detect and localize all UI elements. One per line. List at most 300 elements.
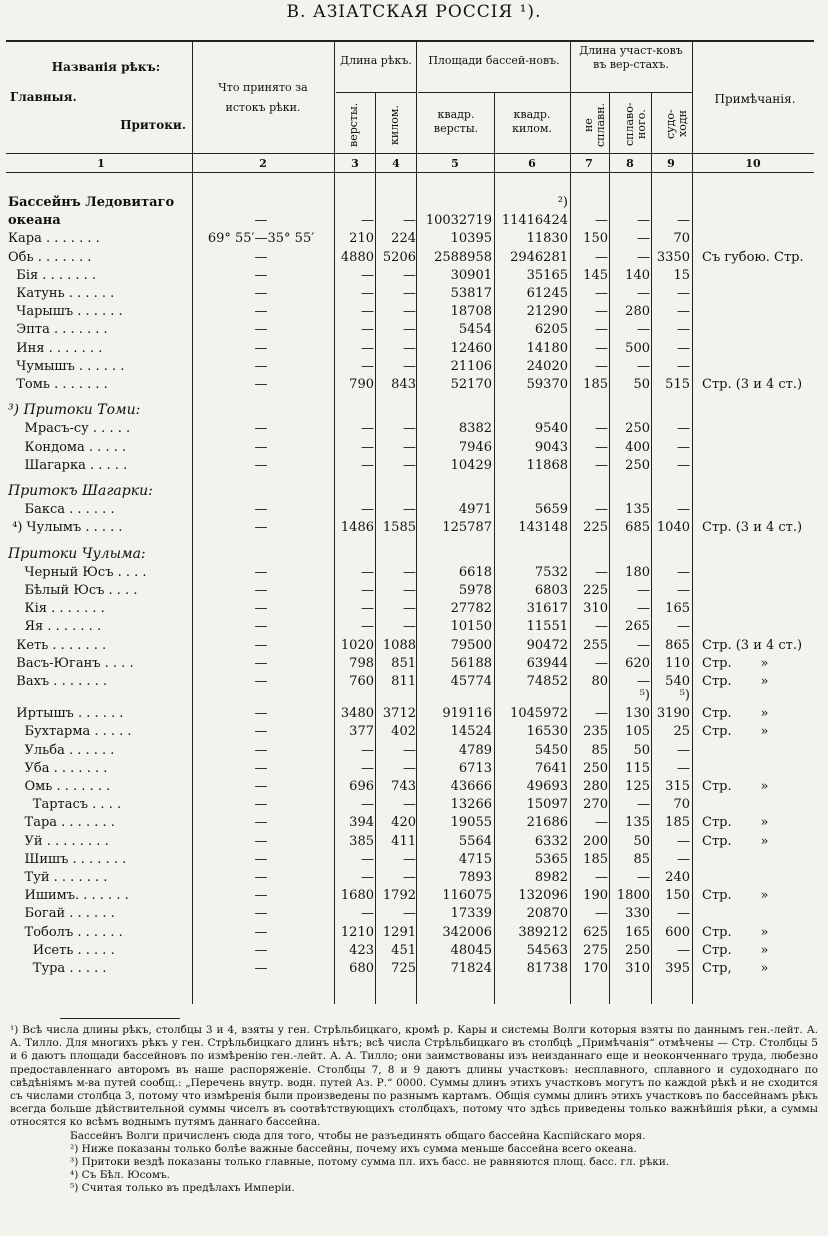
cell-c6: 5659 bbox=[534, 502, 568, 518]
cell-c9: 165 bbox=[665, 601, 690, 617]
cell-c2: — bbox=[254, 601, 268, 617]
cell-c7: 80 bbox=[591, 674, 608, 689]
header-nonfloat: не сплавн. bbox=[582, 102, 607, 148]
cell-c3: — bbox=[361, 870, 374, 885]
cell-c7: 235 bbox=[583, 724, 608, 740]
cell-c8: — bbox=[637, 797, 650, 813]
cell-c8: 135 bbox=[625, 815, 650, 831]
table-row bbox=[6, 249, 814, 266]
cell-c8: 115 bbox=[625, 760, 650, 776]
cell-c4: — bbox=[403, 619, 416, 635]
cell-c5: 4715 bbox=[458, 851, 492, 867]
cell-c7: 310 bbox=[583, 601, 608, 617]
cell-c9: 600 bbox=[665, 924, 690, 940]
cell-c6: 132096 bbox=[518, 888, 568, 904]
cell-c2: — bbox=[254, 322, 268, 338]
table-row bbox=[6, 869, 814, 886]
header-rule-sections bbox=[570, 92, 692, 93]
header-km: килом. bbox=[388, 105, 401, 145]
cell-c4: — bbox=[403, 742, 416, 758]
table-row bbox=[6, 655, 814, 672]
cell-c2: — bbox=[254, 637, 268, 653]
cell-c4: 843 bbox=[391, 377, 416, 392]
section-heading-row bbox=[6, 483, 814, 500]
cell-c8: 180 bbox=[625, 564, 650, 580]
cell-c6: 5450 bbox=[534, 742, 568, 758]
cell-c2: — bbox=[254, 706, 268, 722]
cell-c3: — bbox=[361, 358, 374, 374]
river-name: Чумышъ . . . . . . bbox=[8, 358, 125, 374]
cell-c6: 7532 bbox=[534, 564, 568, 580]
cell-c3: 210 bbox=[349, 231, 374, 247]
cell-c3: — bbox=[361, 797, 374, 813]
cell-c10: Стр. (3 и 4 ст.) bbox=[702, 637, 803, 653]
cell-c7: 145 bbox=[583, 267, 608, 283]
cell-c5: 10395 bbox=[450, 231, 492, 247]
table-row bbox=[6, 358, 814, 375]
river-name: ³) Притоки Томи: bbox=[8, 402, 141, 419]
cell-c8: — bbox=[637, 674, 650, 689]
col-number: 2 bbox=[259, 157, 267, 170]
cell-c9: — bbox=[677, 564, 690, 580]
cell-c8: 250 bbox=[625, 421, 650, 437]
table-row bbox=[6, 851, 814, 868]
cell-c3: 798 bbox=[349, 655, 374, 671]
cell-c5: 53817 bbox=[450, 286, 492, 301]
cell-c3: 760 bbox=[349, 674, 374, 689]
cell-c4: — bbox=[403, 286, 416, 301]
table-row bbox=[6, 230, 814, 247]
cell-c8: 125 bbox=[625, 779, 650, 794]
cell-c8: — bbox=[637, 637, 650, 653]
cell-c9: 25 bbox=[673, 724, 690, 740]
river-name: Тоболъ . . . . . . bbox=[8, 924, 123, 940]
cell-c8: 1800 bbox=[616, 888, 650, 904]
table-row bbox=[6, 439, 814, 456]
cell-c4: — bbox=[403, 439, 416, 455]
cell-c5: 10032719 bbox=[425, 213, 492, 229]
footnote: Бассейнъ Волги причисленъ сюда для того, чтобы не разъединять общаго бассейна Каспійскаго моря. bbox=[70, 1129, 646, 1142]
cell-c10: Стр. » bbox=[702, 706, 769, 722]
river-name: Исеть . . . . . bbox=[8, 942, 115, 958]
cell-c9: — bbox=[677, 742, 690, 758]
cell-c6: 21290 bbox=[526, 304, 568, 320]
col-number: 10 bbox=[745, 157, 761, 170]
river-name: Ульба . . . . . . bbox=[8, 742, 115, 758]
cell-c8: — bbox=[637, 249, 650, 265]
cell-c10: Стр. » bbox=[702, 888, 769, 904]
cell-c3: 423 bbox=[349, 942, 374, 958]
cell-c9: 3190 bbox=[656, 706, 690, 722]
table-row bbox=[6, 420, 814, 437]
cell-c3: 4880 bbox=[340, 249, 374, 265]
cell-c6: 59370 bbox=[526, 377, 568, 392]
cell-c3: — bbox=[361, 439, 374, 455]
cell-c3: 790 bbox=[349, 377, 374, 392]
footnote: ²) Ниже показаны только болѣе важные бассейны, почему ихъ сумма меньше бассейна всего океана. bbox=[70, 1142, 637, 1155]
cell-c9: 185 bbox=[665, 815, 690, 831]
river-name: Богай . . . . . . bbox=[8, 906, 115, 922]
cell-c2: — bbox=[254, 870, 268, 885]
cell-c8: — bbox=[637, 231, 650, 247]
cell-c2: — bbox=[254, 421, 268, 437]
table-row bbox=[6, 267, 814, 284]
cell-c5: 48045 bbox=[450, 942, 492, 958]
river-name: Томь . . . . . . . bbox=[8, 377, 108, 392]
header-names: Названія рѣкъ: bbox=[51, 60, 161, 74]
cell-c2: — bbox=[254, 439, 268, 455]
river-name: Васъ-Юганъ . . . . bbox=[8, 655, 134, 671]
cell-c9: 1040 bbox=[656, 520, 690, 536]
river-name: Бѣлый Юсъ . . . . bbox=[8, 583, 138, 598]
cell-c7: 225 bbox=[583, 583, 608, 598]
cell-c9: — bbox=[677, 439, 690, 455]
table-row bbox=[6, 340, 814, 357]
river-name: Притокъ Шагарки: bbox=[8, 483, 153, 499]
header-section-length: Длина участ-ковъ въ вер-стахъ. bbox=[579, 44, 683, 71]
table-row bbox=[6, 376, 814, 393]
cell-c6: 54563 bbox=[526, 942, 568, 958]
cell-c8: 50 bbox=[633, 377, 650, 392]
table-row bbox=[6, 833, 814, 850]
header-navigable: судо-ходн bbox=[664, 109, 689, 139]
cell-c2: — bbox=[254, 655, 268, 671]
cell-c6: 6803 bbox=[534, 583, 568, 598]
header-rule-length bbox=[336, 92, 416, 93]
section-heading-row bbox=[6, 546, 814, 563]
cell-c4: — bbox=[403, 564, 416, 580]
cell-c2: — bbox=[254, 924, 268, 940]
cell-c2: — bbox=[254, 520, 268, 536]
cell-c7: 190 bbox=[583, 888, 608, 904]
cell-c4: — bbox=[403, 322, 416, 338]
cell-c4: 402 bbox=[391, 724, 416, 740]
cell-c9: 110 bbox=[665, 655, 690, 671]
cell-c9: — bbox=[677, 502, 690, 518]
cell-c7: — bbox=[595, 457, 608, 473]
cell-c2: — bbox=[254, 457, 268, 473]
cell-c2: — bbox=[254, 358, 268, 374]
cell-c10: Стр. » bbox=[702, 924, 769, 940]
river-name: Чарышъ . . . . . . bbox=[8, 304, 123, 320]
cell-c4: — bbox=[403, 267, 416, 283]
footnote: ¹) Всѣ числа длины рѣкъ, столбцы 3 и 4, взяты у ген. Стрѣльбицкаго, кромѣ р. Кары и системы Волги которыя взяты по даннымъ ген.-лейт. А. А. Тилло. Для многихъ рѣкъ у ген. Стрѣльбицкаго длинъ нѣтъ; всѣ числа Стрѣльбицкаго въ столбцѣ „Примѣчанія“ отмѣчены — Стр. Столбцы 5 и 6 даютъ площади бассейновъ по измѣренію ген.-лейт. А. А. Тилло; они заимствованы изъ неизданнаго еще и неоконченнаго труда, любезно предоставленнаго авторомъ въ наше распоряженіе. Столбцы 7, 8 и 9 даютъ длины участковъ: несплавного, сплавного и судоходнаго по свѣдѣніямъ м-ва путей сообщ.: „Перечень внутр. водн. путей Аз. Р.“ 0000. Суммы длинъ этихъ участковъ могутъ по каждой рѣкѣ и не сходится съ числами столбца 3, потому что измѣренія были произведены по разнымъ картамъ. Общія суммы длинъ этихъ участковъ по бассейнамъ рѣкъ всегда больше дѣйствительной суммы чиселъ въ соотвѣтствующихъ столбцахъ, потому что здѣсь приведены только важнѣйшія рѣки, а суммы относятся ко всѣмъ воднымъ путямъ даннаго бассейна. bbox=[10, 1024, 818, 1129]
cell-c3: — bbox=[361, 340, 374, 356]
cell-c5: 18708 bbox=[450, 304, 492, 320]
cell-c8: 140 bbox=[625, 267, 650, 283]
cell-c9: — bbox=[677, 286, 690, 301]
river-name: Иня . . . . . . . bbox=[8, 340, 103, 356]
river-name: ⁴) Чулымъ . . . . . bbox=[8, 520, 123, 536]
cell-c3: — bbox=[361, 286, 374, 301]
cell-c10: Стр. » bbox=[702, 815, 769, 831]
cell-c6: 6332 bbox=[534, 833, 568, 849]
cell-c9: 70 bbox=[673, 231, 690, 247]
river-name: Шагарка . . . . . bbox=[8, 457, 128, 473]
cell-c2: — bbox=[254, 583, 268, 598]
cell-c9: 515 bbox=[665, 377, 690, 392]
cell-c8: ⁵) bbox=[639, 688, 650, 703]
cell-c7: 255 bbox=[583, 637, 608, 653]
cell-c7: — bbox=[595, 706, 608, 722]
cell-c8: 250 bbox=[625, 942, 650, 958]
river-name: Катунь . . . . . . bbox=[8, 286, 115, 301]
cell-c3: — bbox=[361, 213, 374, 229]
river-name: Притоки Чулыма: bbox=[8, 545, 146, 562]
cell-c9: — bbox=[677, 833, 690, 849]
cell-c2: — bbox=[254, 267, 268, 283]
cell-c4: 1792 bbox=[382, 888, 416, 904]
cell-c4: 451 bbox=[391, 942, 416, 958]
cell-c6: 11416424 bbox=[501, 213, 568, 229]
cell-c7: — bbox=[595, 249, 608, 265]
cell-c6: 9043 bbox=[534, 439, 568, 455]
cell-c9: 395 bbox=[665, 961, 690, 976]
cell-c7: 170 bbox=[583, 961, 608, 976]
table-row bbox=[6, 687, 814, 704]
col-number: 3 bbox=[351, 157, 359, 170]
cell-c2: — bbox=[254, 213, 268, 229]
cell-c4: 1088 bbox=[382, 637, 416, 653]
cell-c7: — bbox=[595, 421, 608, 437]
cell-c8: 330 bbox=[625, 906, 650, 922]
river-name: Мрасъ-су . . . . . bbox=[8, 421, 131, 437]
cell-c4: 1291 bbox=[382, 924, 416, 940]
cell-c8: 105 bbox=[625, 724, 650, 740]
col-number: 5 bbox=[451, 157, 459, 170]
river-name: океана bbox=[8, 213, 61, 229]
cell-c7: — bbox=[595, 815, 608, 831]
header-sq-km: квадр. килом. bbox=[512, 108, 552, 135]
river-name: Вахъ . . . . . . . bbox=[8, 674, 108, 689]
cell-c8: 135 bbox=[625, 502, 650, 518]
cell-c2: — bbox=[254, 961, 268, 976]
header-length: Длина рѣкъ. bbox=[340, 54, 412, 67]
river-name: Бухтарма . . . . . bbox=[8, 724, 132, 740]
river-name: Кія . . . . . . . bbox=[8, 601, 105, 617]
cell-c6: 11551 bbox=[526, 619, 568, 635]
table-row bbox=[6, 519, 814, 536]
river-name: Тура . . . . . bbox=[8, 961, 107, 976]
cell-c3: — bbox=[361, 421, 374, 437]
cell-c8: 50 bbox=[633, 833, 650, 849]
river-name: Обь . . . . . . . bbox=[8, 249, 92, 265]
cell-c5: 71824 bbox=[450, 961, 492, 976]
cell-c4: — bbox=[403, 760, 416, 776]
header-versts: версты. bbox=[347, 102, 360, 148]
cell-c4: — bbox=[403, 457, 416, 473]
header-notes: Примѣчанія. bbox=[714, 92, 796, 106]
cell-c3: 1680 bbox=[340, 888, 374, 904]
cell-c5: 919116 bbox=[442, 706, 492, 722]
cell-c2: 69° 55′—35° 55′ bbox=[207, 231, 315, 247]
river-name: Тартасъ . . . . bbox=[8, 797, 122, 813]
cell-c4: — bbox=[403, 358, 416, 374]
river-name: Кеть . . . . . . . bbox=[8, 637, 107, 653]
cell-c3: — bbox=[361, 760, 374, 776]
footnote: ⁵) Считая только въ предѣлахъ Имперіи. bbox=[70, 1182, 295, 1195]
cell-c5: 21106 bbox=[450, 358, 492, 374]
cell-c7: 225 bbox=[583, 520, 608, 536]
header-tributaries: Притоки. bbox=[120, 118, 186, 132]
cell-c3: — bbox=[361, 457, 374, 473]
cell-c10: Стр. » bbox=[702, 655, 769, 671]
table-row bbox=[6, 600, 814, 617]
cell-c8: — bbox=[637, 286, 650, 301]
cell-c7: — bbox=[595, 340, 608, 356]
footnote: ³) Притоки вездѣ показаны только главные, потому сумма пл. ихъ басс. не равняются площ. басс. гл. рѣки. bbox=[70, 1156, 670, 1169]
cell-c6: 6205 bbox=[534, 322, 568, 338]
cell-c5: 45774 bbox=[450, 674, 492, 689]
cell-c9: — bbox=[677, 457, 690, 473]
cell-c4: — bbox=[403, 583, 416, 598]
cell-c10: Съ губою. Стр. bbox=[702, 249, 804, 265]
table-row bbox=[6, 303, 814, 320]
header-basin-area: Площади бассей-новъ. bbox=[428, 54, 560, 67]
cell-c8: 130 bbox=[625, 706, 650, 722]
cell-c5: 52170 bbox=[450, 377, 492, 392]
cell-c5: 5564 bbox=[458, 833, 492, 849]
cell-c6: 143148 bbox=[518, 520, 568, 536]
cell-c7: — bbox=[595, 304, 608, 320]
col-number: 6 bbox=[528, 157, 536, 170]
cell-c3: 394 bbox=[349, 815, 374, 831]
cell-c4: — bbox=[403, 906, 416, 922]
cell-c9: — bbox=[677, 906, 690, 922]
cell-c2: — bbox=[254, 502, 268, 518]
cell-c6: 9540 bbox=[534, 421, 568, 437]
table-row bbox=[6, 814, 814, 831]
cell-c5: 2588958 bbox=[434, 249, 492, 265]
cell-c4: — bbox=[403, 797, 416, 813]
cell-c5: 13266 bbox=[450, 797, 492, 813]
cell-c5: 116075 bbox=[442, 888, 492, 904]
cell-c4: — bbox=[403, 851, 416, 867]
cell-c4: 5206 bbox=[382, 249, 416, 265]
cell-c3: 3480 bbox=[340, 706, 374, 722]
cell-c9: — bbox=[677, 760, 690, 776]
table-row bbox=[6, 905, 814, 922]
cell-c7: 85 bbox=[591, 742, 608, 758]
table-row bbox=[6, 778, 814, 795]
cell-c6: 61245 bbox=[526, 286, 568, 301]
cell-c2: — bbox=[254, 249, 268, 265]
cell-c5: 6618 bbox=[458, 564, 492, 580]
cell-c7: — bbox=[595, 502, 608, 518]
cell-c10: Стр. » bbox=[702, 833, 769, 849]
cell-c9: 3350 bbox=[656, 249, 690, 265]
cell-c7: 275 bbox=[583, 942, 608, 958]
cell-c9: — bbox=[677, 213, 690, 229]
table-row bbox=[6, 582, 814, 599]
cell-c2: — bbox=[254, 724, 268, 740]
cell-c7: — bbox=[595, 906, 608, 922]
table-row bbox=[6, 212, 814, 229]
cell-c7: — bbox=[595, 286, 608, 301]
cell-c5: 14524 bbox=[450, 724, 492, 740]
cell-c6: 5365 bbox=[534, 851, 568, 867]
page-title: В. АЗІАТСКАЯ РОССІЯ ¹). bbox=[286, 2, 542, 22]
rivers-table bbox=[6, 40, 814, 1004]
cell-c2: — bbox=[254, 779, 268, 794]
cell-c7: — bbox=[595, 439, 608, 455]
cell-c7: — bbox=[595, 358, 608, 374]
cell-c7: 625 bbox=[583, 924, 608, 940]
cell-c4: — bbox=[403, 421, 416, 437]
cell-c5: 12460 bbox=[450, 340, 492, 356]
cell-c7: 280 bbox=[583, 779, 608, 794]
cell-c2: — bbox=[254, 851, 268, 867]
cell-c5: 19055 bbox=[450, 815, 492, 831]
cell-c3: — bbox=[361, 267, 374, 283]
cell-c6: 81738 bbox=[526, 961, 568, 976]
table-row bbox=[6, 723, 814, 740]
cell-c6: 49693 bbox=[526, 779, 568, 794]
cell-c9: ⁵) bbox=[679, 688, 690, 703]
col-number: 7 bbox=[585, 157, 593, 170]
cell-c5: 5978 bbox=[458, 583, 492, 598]
table-row bbox=[6, 942, 814, 959]
river-name: Тара . . . . . . . bbox=[8, 815, 115, 831]
cell-c7: — bbox=[595, 870, 608, 885]
cell-c4: 3712 bbox=[382, 706, 416, 722]
cell-c9: 540 bbox=[665, 674, 690, 689]
cell-c4: 224 bbox=[391, 231, 416, 247]
header-source: Что принято за истокъ рѣки. bbox=[218, 81, 308, 114]
cell-c2: — bbox=[254, 833, 268, 849]
col-number: 4 bbox=[392, 157, 400, 170]
river-name: Шишъ . . . . . . . bbox=[8, 851, 127, 867]
cell-c5: 6713 bbox=[458, 760, 492, 776]
river-name: Иртышъ . . . . . . bbox=[8, 706, 124, 722]
cell-c6: ²) bbox=[557, 195, 568, 210]
table-row bbox=[6, 321, 814, 338]
river-name: Туй . . . . . . . bbox=[8, 870, 108, 885]
cell-c3: — bbox=[361, 502, 374, 518]
cell-c5: 17339 bbox=[450, 906, 492, 922]
cell-c5: 43666 bbox=[450, 779, 492, 794]
cell-c6: 15097 bbox=[526, 797, 568, 813]
cell-c7: — bbox=[595, 322, 608, 338]
cell-c3: — bbox=[361, 583, 374, 598]
cell-c10: Стр. » bbox=[702, 674, 769, 689]
cell-c7: 250 bbox=[583, 760, 608, 776]
river-name: Уй . . . . . . . . bbox=[8, 833, 109, 849]
cell-c9: — bbox=[677, 421, 690, 437]
river-name: Уба . . . . . . . bbox=[8, 760, 108, 776]
cell-c6: 1045972 bbox=[510, 706, 568, 722]
cell-c3: 1210 bbox=[340, 924, 374, 940]
cell-c9: — bbox=[677, 942, 690, 958]
cell-c8: — bbox=[637, 322, 650, 338]
cell-c3: 1486 bbox=[340, 520, 374, 536]
cell-c5: 4789 bbox=[458, 742, 492, 758]
cell-c2: — bbox=[254, 906, 268, 922]
table-row bbox=[6, 742, 814, 759]
cell-c2: — bbox=[254, 377, 268, 392]
cell-c8: 85 bbox=[633, 851, 650, 867]
cell-c3: — bbox=[361, 304, 374, 320]
cell-c9: 15 bbox=[673, 267, 690, 283]
cell-c5: 4971 bbox=[458, 502, 492, 518]
cell-c8: — bbox=[637, 601, 650, 617]
cell-c4: 811 bbox=[391, 674, 416, 689]
cell-c4: 725 bbox=[391, 961, 416, 976]
cell-c3: — bbox=[361, 851, 374, 867]
cell-c3: 680 bbox=[349, 961, 374, 976]
cell-c2: — bbox=[254, 815, 268, 831]
cell-c9: 315 bbox=[665, 779, 690, 794]
